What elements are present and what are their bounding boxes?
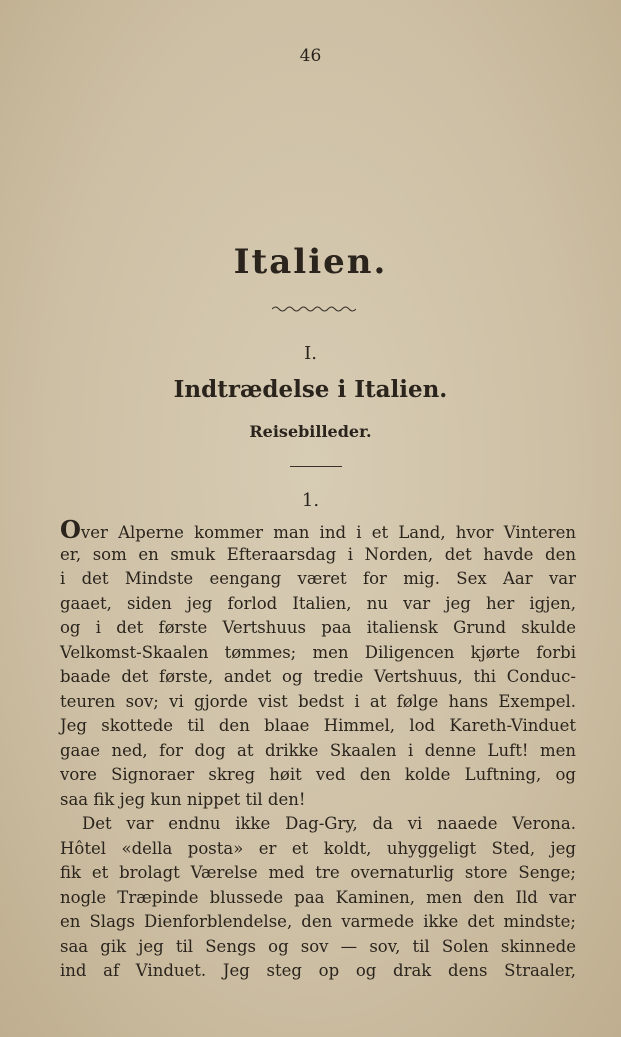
chapter-title: Italien. [233, 242, 388, 282]
text-line: saa fik jeg kun nippet til den! [60, 789, 306, 809]
text-line: gaaet, siden jeg forlod Italien, nu var jeg her igjen, [60, 593, 576, 613]
text-line: Jeg skottede til den blaae Himmel, lod Kareth-Vinduet [60, 716, 576, 735]
text-line: Over Alperne kommer man ind i et Land, hvor Vinteren [60, 515, 576, 544]
text-line: saa gik jeg til Sengs og sov — sov, til Solen skinnede [60, 936, 576, 956]
text-line: i det Mindste eengang været for mig. Sex Aar var [60, 569, 576, 588]
text-line: Det var endnu ikke Dag-Gry, da vi naaede Verona. [82, 814, 576, 833]
text-line: Velkomst-Skaalen tømmes; men Diligencen kjørte forbi [60, 642, 576, 662]
text-line: teuren sov; vi gjorde vist bedst i at følge hans Exempel. [60, 691, 576, 711]
drop-cap: O [60, 515, 81, 544]
text-line: vore Signoraer skreg høit ved den kolde Luftning, og [60, 765, 576, 784]
text-line: fik et brolagt Værelse med tre overnaturlig store Senge; [60, 863, 576, 882]
text-line: baade det første, andet og tredie Vertshuus, thi Conduc- [60, 667, 576, 686]
wavy-ornament [272, 304, 356, 314]
text-line: Hôtel «della posta» er et koldt, uhyggeligt Sted, jeg [60, 838, 576, 858]
page-number: 46 [299, 46, 322, 66]
text-line: en Slags Dienforblendelse, den varmede ikke det mindste; [60, 912, 576, 931]
subsection-number: 1. [301, 490, 320, 511]
text-line: ind af Vinduet. Jeg steg op og drak dens Straaler, [60, 961, 576, 980]
section-title: Indtrædelse i Italien. [173, 376, 448, 403]
text-line: gaae ned, for dog at drikke Skaalen i denne Luft! men [60, 740, 576, 760]
body-text [60, 515, 576, 984]
text-line: nogle Træpinde blussede paa Kaminen, men den Ild var [60, 887, 576, 907]
text-line: og i det første Vertshuus paa italiensk Grund skulde [60, 618, 576, 637]
divider-rule [290, 466, 342, 467]
section-number: I. [304, 343, 317, 364]
text-line: er, som en smuk Efteraarsdag i Norden, det havde den [60, 544, 576, 564]
section-subtitle: Reisebilleder. [249, 422, 372, 441]
